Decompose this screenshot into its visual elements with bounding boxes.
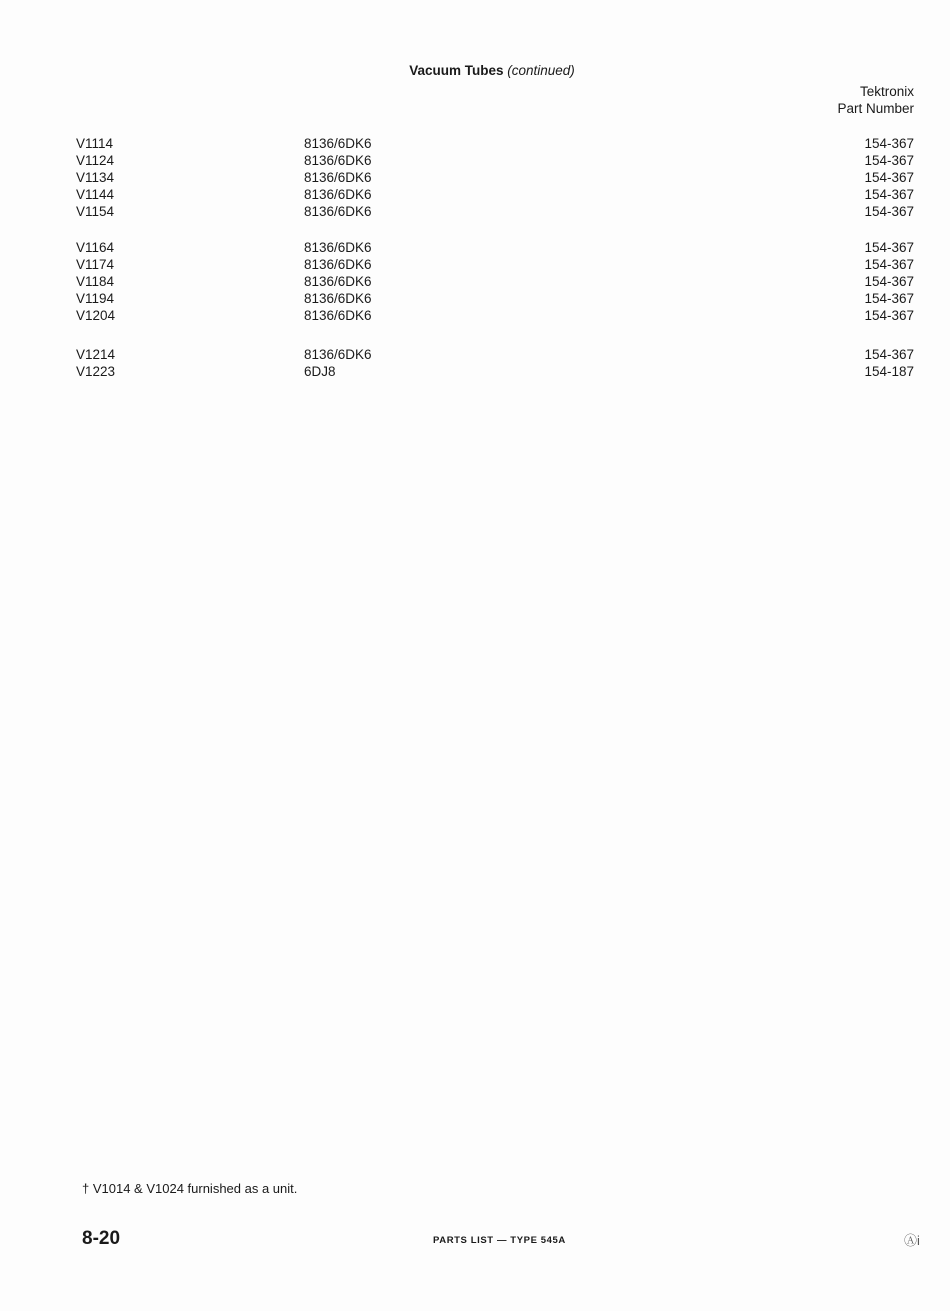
table-row (0, 170, 950, 187)
circuit-ref: V1134 (76, 170, 115, 185)
tube-type: 8136/6DK6 (304, 170, 372, 185)
part-number: 154-367 (864, 240, 914, 255)
part-number: 154-367 (864, 170, 914, 185)
tube-type: 8136/6DK6 (304, 240, 372, 255)
column-header-line-2: Part Number (837, 101, 914, 116)
section-title (0, 63, 950, 78)
tube-type: 8136/6DK6 (304, 153, 372, 168)
circuit-ref: V1194 (76, 291, 115, 306)
revision-mark-icon: Ⓐi (904, 1233, 920, 1248)
part-number: 154-367 (864, 347, 914, 362)
circuit-ref: V1144 (76, 187, 115, 202)
circuit-ref: V1214 (76, 347, 116, 362)
circuit-ref: V1164 (76, 240, 115, 255)
group-spacer (0, 221, 950, 240)
part-number: 154-367 (864, 204, 914, 219)
table-row (0, 136, 950, 153)
part-number: 154-367 (864, 136, 914, 151)
tube-type: 8136/6DK6 (304, 136, 372, 151)
part-number: 154-367 (864, 308, 914, 323)
circuit-ref: V1174 (76, 257, 115, 272)
part-number: 154-367 (864, 153, 914, 168)
footnote: † V1014 & V1024 furnished as a unit. (82, 1181, 298, 1196)
part-number: 154-367 (864, 187, 914, 202)
circuit-ref: V1184 (76, 274, 115, 289)
group-spacer (0, 325, 950, 347)
tube-type: 8136/6DK6 (304, 257, 372, 272)
tube-type: 6DJ8 (304, 364, 336, 379)
tube-type: 8136/6DK6 (304, 308, 372, 323)
circuit-ref: V1114 (76, 136, 114, 151)
tube-type: 8136/6DK6 (304, 291, 372, 306)
circuit-ref: V1124 (76, 153, 115, 168)
page-number: 8-20 (82, 1228, 121, 1249)
tube-type: 8136/6DK6 (304, 187, 372, 202)
table-row (0, 364, 950, 381)
table-row (0, 274, 950, 291)
part-number: 154-367 (864, 274, 914, 289)
table-row (0, 291, 950, 308)
table-row (0, 240, 950, 257)
table-row (0, 347, 950, 364)
table-row (0, 187, 950, 204)
circuit-ref: V1223 (76, 364, 116, 379)
table-row (0, 308, 950, 325)
circuit-ref: V1204 (76, 308, 116, 323)
part-number: 154-367 (864, 291, 914, 306)
table-row (0, 153, 950, 170)
section-title-main: Vacuum Tubes (409, 63, 504, 78)
section-title-continued: (continued) (507, 63, 575, 78)
part-number-column-header (837, 83, 914, 117)
tube-type: 8136/6DK6 (304, 204, 372, 219)
part-number: 154-187 (864, 364, 914, 379)
part-number: 154-367 (864, 257, 914, 272)
tube-type: 8136/6DK6 (304, 274, 372, 289)
footer-title: PARTS LIST — TYPE 545A (433, 1235, 566, 1246)
page-footer (0, 1228, 950, 1252)
column-header-line-1: Tektronix (859, 84, 914, 99)
table-row (0, 257, 950, 274)
tube-type: 8136/6DK6 (304, 347, 372, 362)
circuit-ref: V1154 (76, 204, 115, 219)
table-row (0, 204, 950, 221)
parts-table (0, 136, 950, 381)
